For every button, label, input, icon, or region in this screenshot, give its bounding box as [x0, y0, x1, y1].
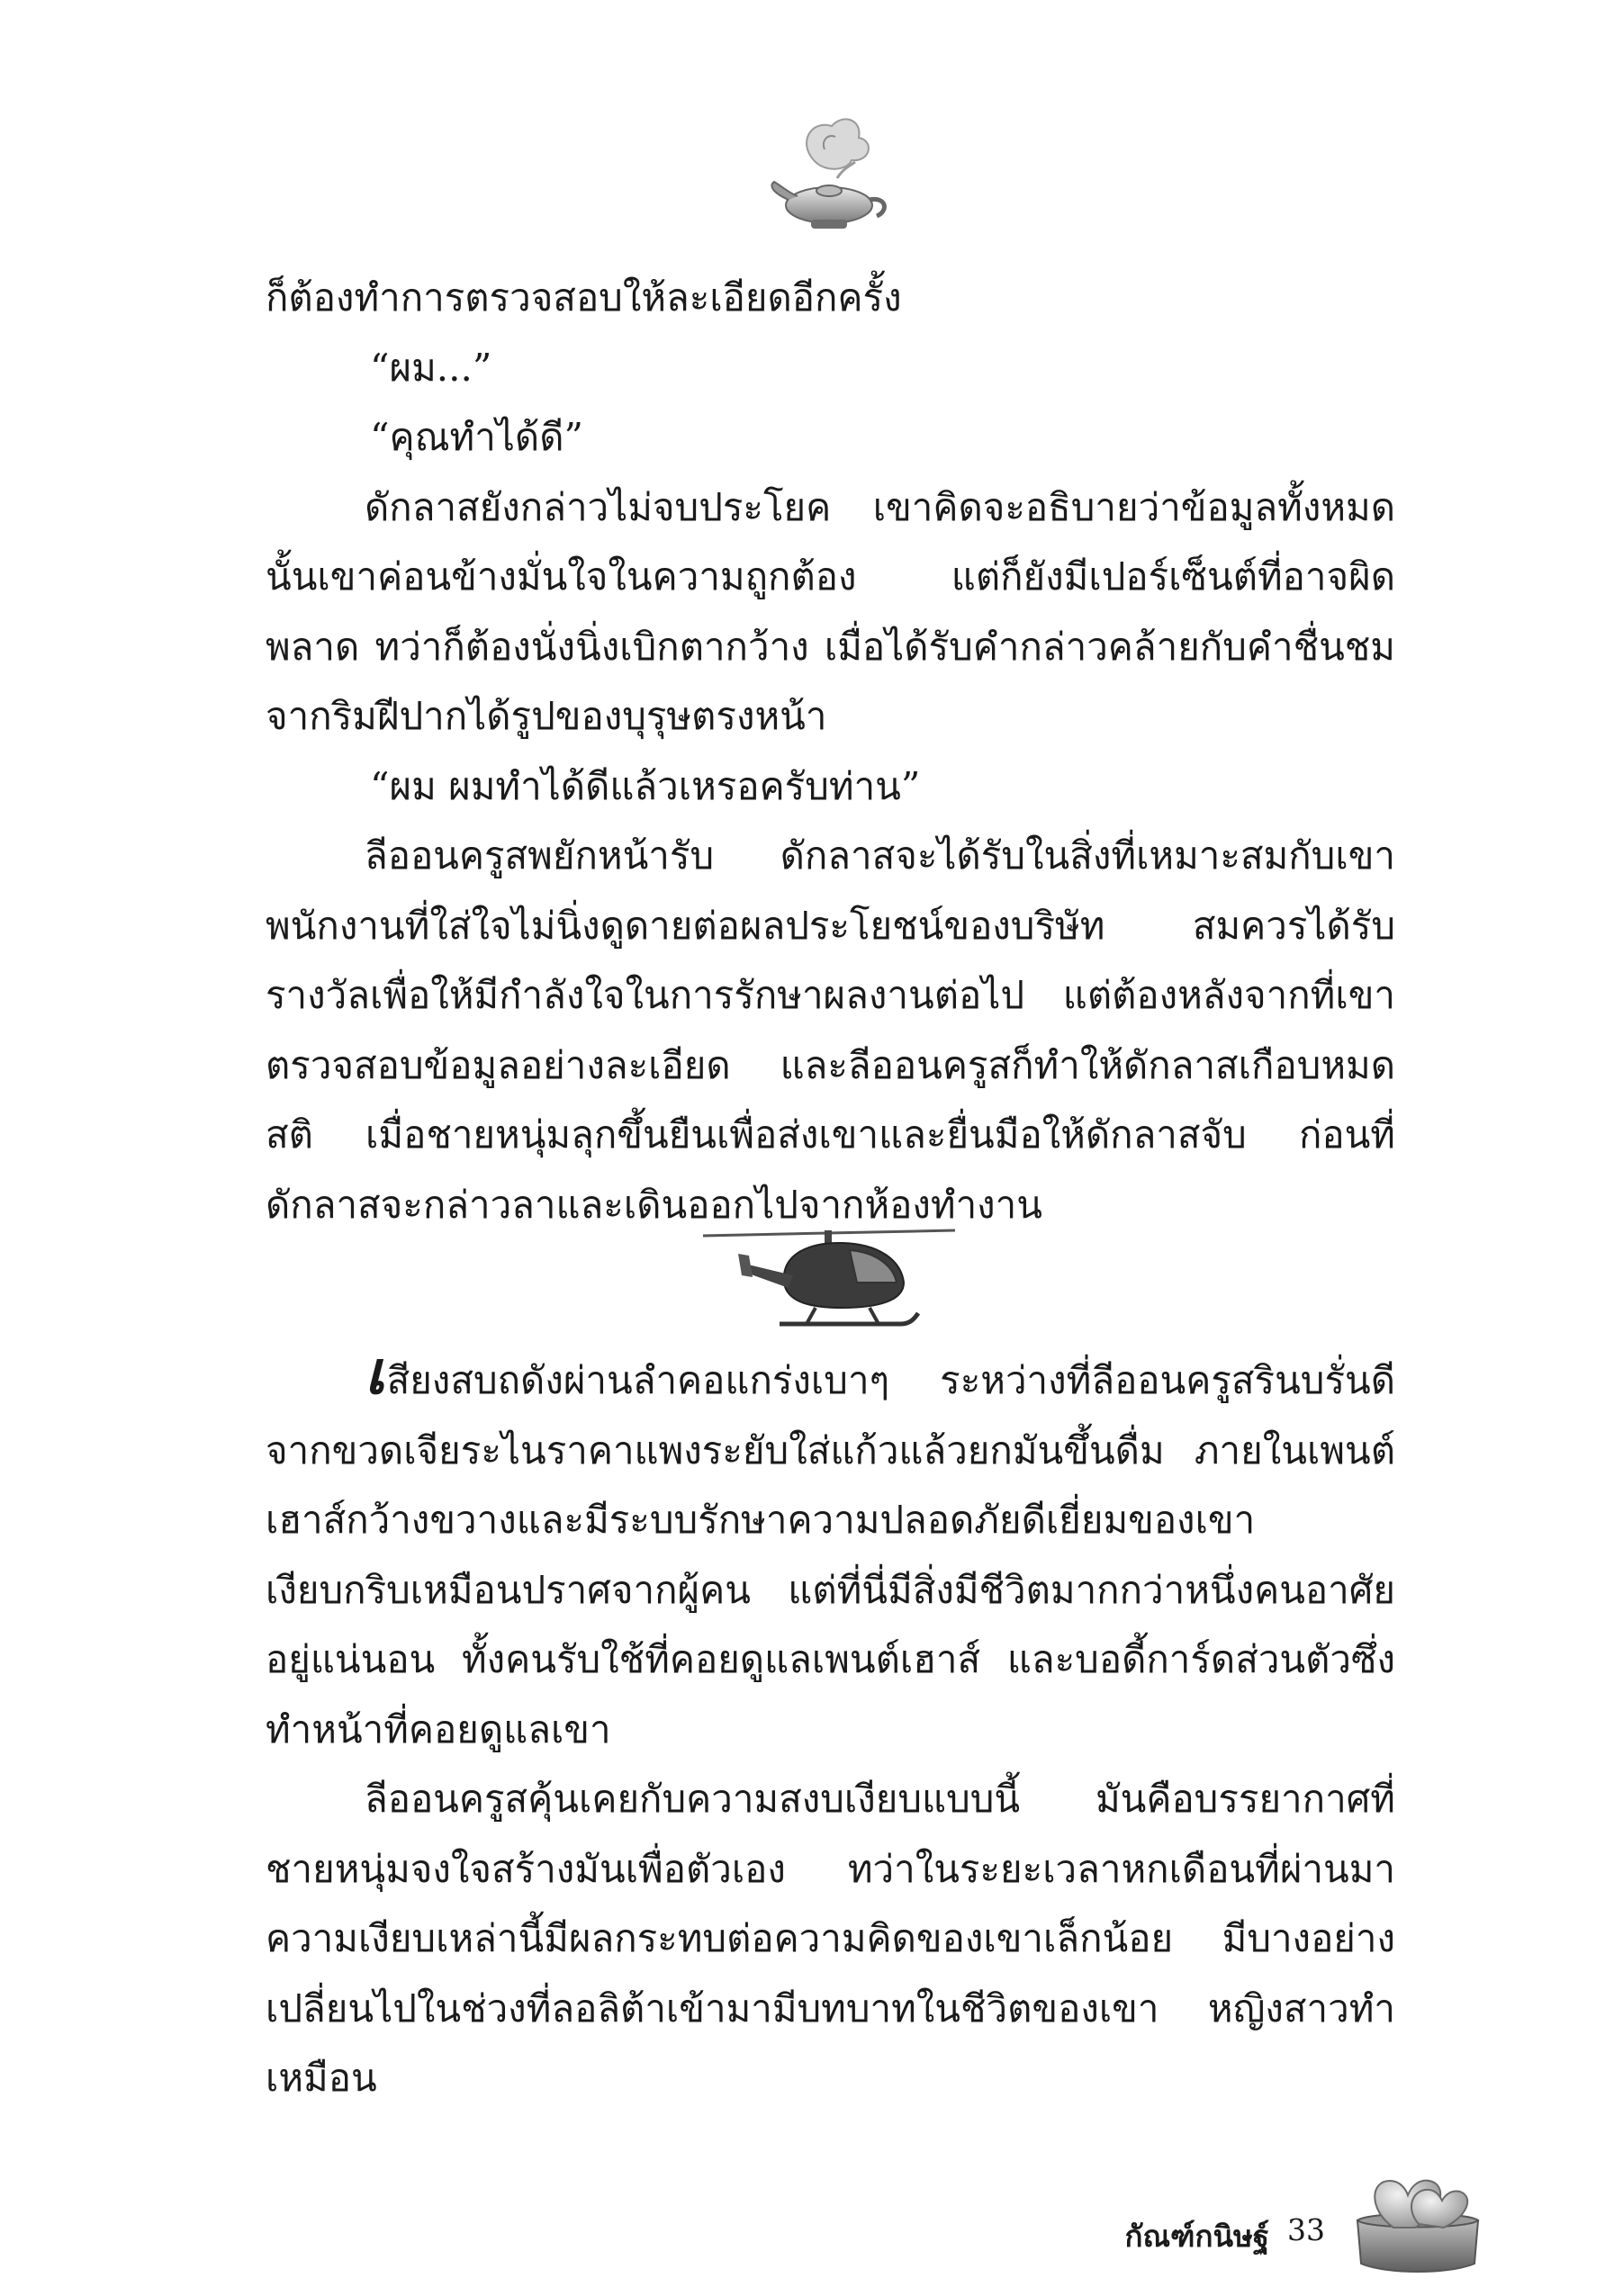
- dropcap-letter: เ: [365, 1337, 385, 1408]
- text-block-bottom: [266, 1337, 1395, 2113]
- helicopter-icon: [699, 1220, 960, 1337]
- dialog-line: “คุณทำได้ดี”: [370, 415, 583, 459]
- text-block-top: [266, 263, 1395, 1239]
- dropcap-paragraph: [266, 1337, 1395, 1764]
- genie-lamp-icon: [762, 106, 897, 241]
- page-number: 33: [1287, 2212, 1325, 2247]
- paragraph: ก็ต้องทำการตรวจสอบให้ละเอียดอีกครั้ง: [266, 275, 902, 320]
- dialog-line: “ผม...”: [370, 345, 492, 390]
- dialog-line: “ผม ผมทำได้ดีแล้วเหรอครับท่าน”: [370, 763, 921, 808]
- paragraph: ลีออนครูสพยักหน้ารับ ดักลาสจะได้รับในสิ่งที่เหมาะสมกับเขา พนักงานที่ใส่ใจไม่นิ่งดูดายต่อผลประโยชน์ของบริษัท สมควรได้รับรางวัลเพื่อให้มีกำลังใจในการรักษาผลงานต่อไป แต่ต้องหลังจากที่เขาตรวจสอบข้อมูลอย่างละเอียด และลีออนครูสก็ทำให้ดักลาสเกือบหมดสติ เมื่อชายหนุ่มลุกขึ้นยืนเพื่อส่งเขาและยื่นมือให้ดักลาสจับ ก่อนที่ดักลาสจะกล่าวลาและเดินออกไปจากห้องทำงาน: [266, 833, 1395, 1227]
- heart-box-icon: [1350, 2165, 1485, 2277]
- paragraph-text: สียงสบถดังผ่านลำคอแกร่งเบาๆ ระหว่างที่ลีออนครูสรินบรั่นดีจากขวดเจียระไนราคาแพงระยับใส่แก้วแล้วยกมันขึ้นดื่ม ภายในเพนต์เฮาส์กว้างขวางและมีระบบรักษาความปลอดภัยดีเยี่ยมของเขาเงียบกริบเหมือนปราศจากผู้คน แต่ที่นี่มีสิ่งมีชีวิตมากกว่าหนึ่งคนอาศัยอยู่แน่นอน ทั้งคนรับใช้ที่คอยดูแลเพนต์เฮาส์ และบอดี้การ์ดส่วนตัวซึ่งทำหน้าที่คอยดูแลเขา: [266, 1358, 1395, 1751]
- paragraph: ลีออนครูสคุ้นเคยกับความสงบเงียบแบบนี้ มันคือบรรยากาศที่ชายหนุ่มจงใจสร้างมันเพื่อตัวเอง ทว่าในระยะเวลาหกเดือนที่ผ่านมาความเงียบเหล่านี้มีผลกระทบต่อความคิดของเขาเล็กน้อย มีบางอย่างเปลี่ยนไปในช่วงที่ลอลิต้าเข้ามามีบทบาทในชีวิตของเขา หญิงสาวทำเหมือน: [266, 1777, 1395, 2100]
- paragraph: ดักลาสยังกล่าวไม่จบประโยค เขาคิดจะอธิบายว่าข้อมูลทั้งหมดนั้นเขาค่อนข้างมั่นใจในความถูกต้อง แต่ก็ยังมีเปอร์เซ็นต์ที่อาจผิดพลาด ทว่าก็ต้องนั่งนิ่งเบิกตากว้าง เมื่อได้รับคำกล่าวคล้ายกับคำชื่นชมจากริมฝีปากได้รูปของบุรุษตรงหน้า: [266, 484, 1395, 738]
- book-title: กัณฑ์กนิษฐ์: [1124, 2219, 1269, 2254]
